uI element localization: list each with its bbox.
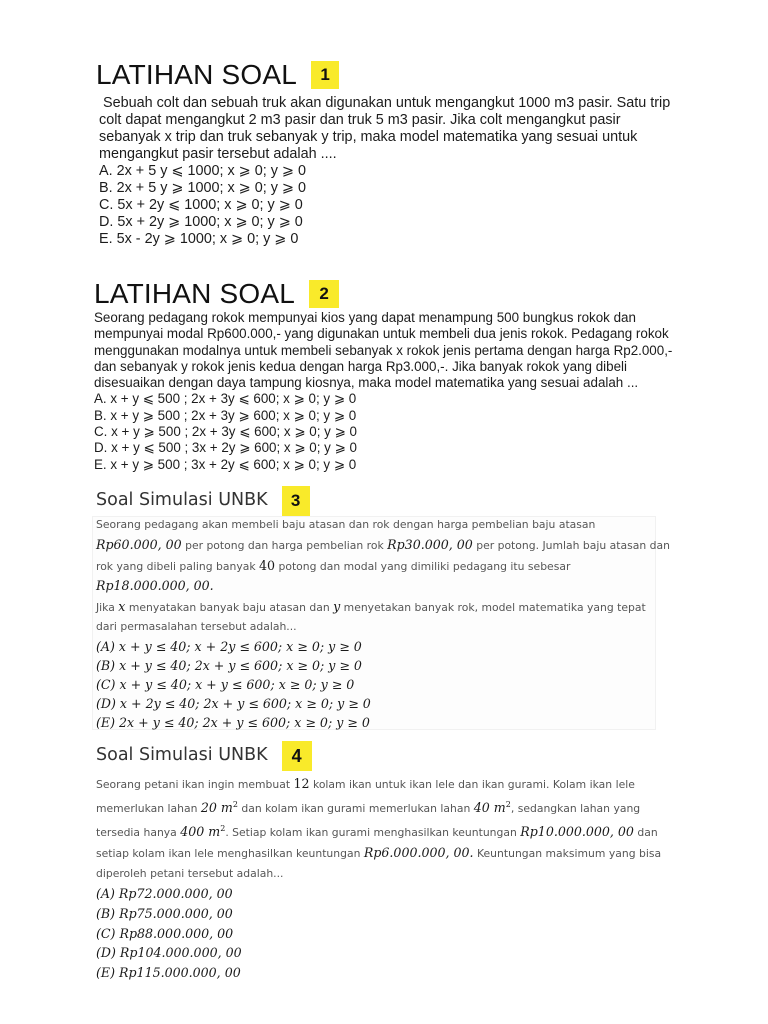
price-value: Rp30.000, 00 [387,536,473,552]
answer-option-d[interactable] [96,943,661,963]
question-text: dan [633,826,658,840]
question-line: Sebuah colt dan sebuah truk akan digunakan untuk mengangkut 1000 m3 pasir. Satu trip [103,95,671,111]
question-text: dan kolam ikan gurami memerlukan lahan [237,802,474,816]
price-math [96,537,182,552]
number-math: 40 [259,557,276,573]
answer-option-a[interactable]: A. x + y ⩽ 500 ; 2x + 3y ⩽ 600; x ⩾ 0; y ⩾ 0 [94,391,357,407]
area-math [180,824,225,839]
price-value: Rp60.000, 00 [96,536,182,552]
soal-3-question [96,516,670,732]
question-text: per potong dan harga pembelian rok [181,538,388,552]
price-math [364,845,474,860]
question-line: Seorang pedagang rokok mempunyai kios yang dapat menampung 500 bungkus rokok dan [94,310,636,325]
soal-1-title: LATIHAN SOAL [96,59,298,90]
soal-1-header [96,61,339,89]
soal-4-title: Soal Simulasi UNBK [96,745,268,766]
question-line: sebanyak x trip dan truk sebanyak y trip, maka model matematika yang sesuai untuk [99,129,638,145]
soal-4-header [96,741,312,771]
soal-2-title: LATIHAN SOAL [94,278,296,309]
question-line [96,819,661,843]
answer-option-e[interactable] [96,963,661,983]
answer-option-d[interactable]: D. x + y ⩽ 500 ; 3x + 2y ⩾ 600; x ⩾ 0; y ⩾ 0 [94,440,357,456]
price-math [96,578,214,593]
soal-1-number-badge: 1 [311,61,339,89]
answer-option-b[interactable]: B. 2x + 5 y ⩾ 1000; x ⩾ 0; y ⩾ 0 [99,180,306,196]
question-text: , sedangkan lahan yang [510,802,641,816]
option-text: (D) x + 2y ≤ 40; 2x + y ≤ 600; x ≥ 0; y ≥ 0 [96,695,371,711]
question-line [96,556,670,577]
answer-option-c[interactable]: C. 5x + 2y ⩽ 1000; x ⩾ 0; y ⩾ 0 [99,197,303,213]
option-text: (E) 2x + y ≤ 40; 2x + y ≤ 600; x ≥ 0; y ≥ 0 [96,714,370,730]
question-text: menyatakan banyak baju atasan dan [125,601,334,615]
option-text: (D) Rp104.000.000, 00 [96,945,242,961]
soal-2-number-badge: 2 [309,280,339,308]
question-text: rok yang dibeli paling banyak [96,559,260,573]
question-line [96,843,661,864]
answer-option-a[interactable] [96,637,670,656]
question-text: Jika [96,601,119,615]
option-text: (C) x + y ≤ 40; x + y ≤ 600; x ≥ 0; y ≥ 0 [96,676,355,692]
area-math [474,800,511,815]
question-text: per potong. Jumlah baju atasan dan [472,538,670,552]
answer-option-e[interactable] [96,713,670,732]
variable-y: y [333,599,341,615]
question-line: mempunyai modal Rp600.000,- yang digunakan untuk membeli dua jenis rokok. Pedagang rokok [94,326,669,342]
superscript: 2 [232,800,238,809]
variable-x: x [118,599,126,615]
question-text: . Setiap kolam ikan gurami menghasilkan keuntungan [225,826,521,840]
question-line: colt dapat mengangkut 2 m3 pasir dan truk 5 m3 pasir. Jika colt mengangkut pasir [99,112,621,128]
question-line: Seorang pedagang akan membeli baju atasan dan rok dengan harga pembelian baju atasan [96,518,596,531]
question-line [96,535,670,556]
question-text: Seorang petani ikan ingin membuat [96,778,294,791]
question-line [96,597,670,618]
area-math [201,800,238,815]
answer-option-e[interactable]: E. 5x - 2y ⩾ 1000; x ⩾ 0; y ⩾ 0 [99,231,299,247]
option-text: (A) x + y ≤ 40; x + 2y ≤ 600; x ≥ 0; y ≥ 0 [96,638,362,654]
question-line: mengangkut pasir tersebut adalah .... [99,146,337,162]
price-math [520,824,634,839]
answer-option-d[interactable] [96,694,670,713]
soal-3-title: Soal Simulasi UNBK [96,490,268,511]
price-value: Rp18.000.000, 00. [96,578,214,594]
question-line [96,774,661,795]
soal-2-question [94,310,672,473]
superscript: 2 [505,800,511,809]
answer-option-e[interactable]: E. x + y ⩾ 500 ; 3x + 2y ⩽ 600; x ⩾ 0; y ⩾ 0 [94,456,357,472]
question-line: diperoleh petani tersebut adalah... [96,867,284,881]
answer-option-b[interactable]: B. x + y ⩾ 500 ; 2x + 3y ⩾ 600; x ⩾ 0; y ⩾ 0 [94,407,357,423]
question-line [96,576,670,597]
question-text: Keuntungan maksimum yang bisa [473,847,662,861]
price-value: Rp6.000.000, 00. [363,845,474,861]
area-value: 40 m [473,800,506,816]
soal-2-header [94,280,339,308]
soal-3-number-badge: 3 [282,486,310,516]
question-text: setiap kolam ikan lele menghasilkan keuntungan [96,847,364,861]
option-text: (E) Rp115.000.000, 00 [96,965,241,981]
answer-option-c[interactable] [96,924,661,944]
soal-4-number-badge: 4 [282,741,312,771]
question-line: menggunakan modalnya untuk membeli sebanyak x rokok jenis pertama dengan harga Rp2.000,- [94,342,673,358]
superscript: 2 [220,824,226,834]
answer-option-c[interactable]: C. x + y ⩾ 500 ; 2x + 3y ⩽ 600; x ⩾ 0; y ⩾ 0 [94,424,357,440]
question-line: disesuaikan dengan daya tampung kiosnya, maka model matematika yang sesuai adalah ... [94,375,639,391]
soal-1-question [99,95,670,248]
price-math [387,537,473,552]
answer-option-b[interactable] [96,904,661,924]
question-text: memerlukan lahan [96,802,201,816]
answer-option-c[interactable] [96,675,670,694]
answer-option-a[interactable] [96,884,661,904]
question-line [96,795,661,819]
option-text: (B) Rp75.000.000, 00 [96,906,233,922]
number-math: 12 [293,776,310,791]
question-line: dan sebanyak y rokok jenis kedua dengan harga Rp3.000,-. Jika banyak rokok yang dibeli [94,358,627,374]
question-text: menyetakan banyak rok, model matematika yang tepat [340,601,646,615]
question-line: dari permasalahan tersebut adalah... [96,619,297,633]
area-value: 400 m [180,824,221,840]
question-text: kolam ikan untuk ikan lele dan ikan gurami. Kolam ikan lele [309,778,635,791]
soal-4-question [96,774,661,983]
question-text: potong dan modal yang dimiliki pedagang itu sebesar [275,559,571,573]
answer-option-b[interactable] [96,656,670,675]
option-text: (B) x + y ≤ 40; 2x + y ≤ 600; x ≥ 0; y ≥ 0 [96,657,362,673]
area-value: 20 m [200,800,233,816]
soal-3-header [96,486,310,516]
question-text: tersedia hanya [96,826,181,840]
answer-option-a[interactable]: A. 2x + 5 y ⩽ 1000; x ⩾ 0; y ⩾ 0 [99,163,306,179]
option-text: (A) Rp72.000.000, 00 [96,886,233,902]
option-text: (C) Rp88.000.000, 00 [96,925,234,941]
answer-option-d[interactable]: D. 5x + 2y ⩾ 1000; x ⩾ 0; y ⩾ 0 [99,214,303,230]
price-value: Rp10.000.000, 00 [520,824,634,840]
